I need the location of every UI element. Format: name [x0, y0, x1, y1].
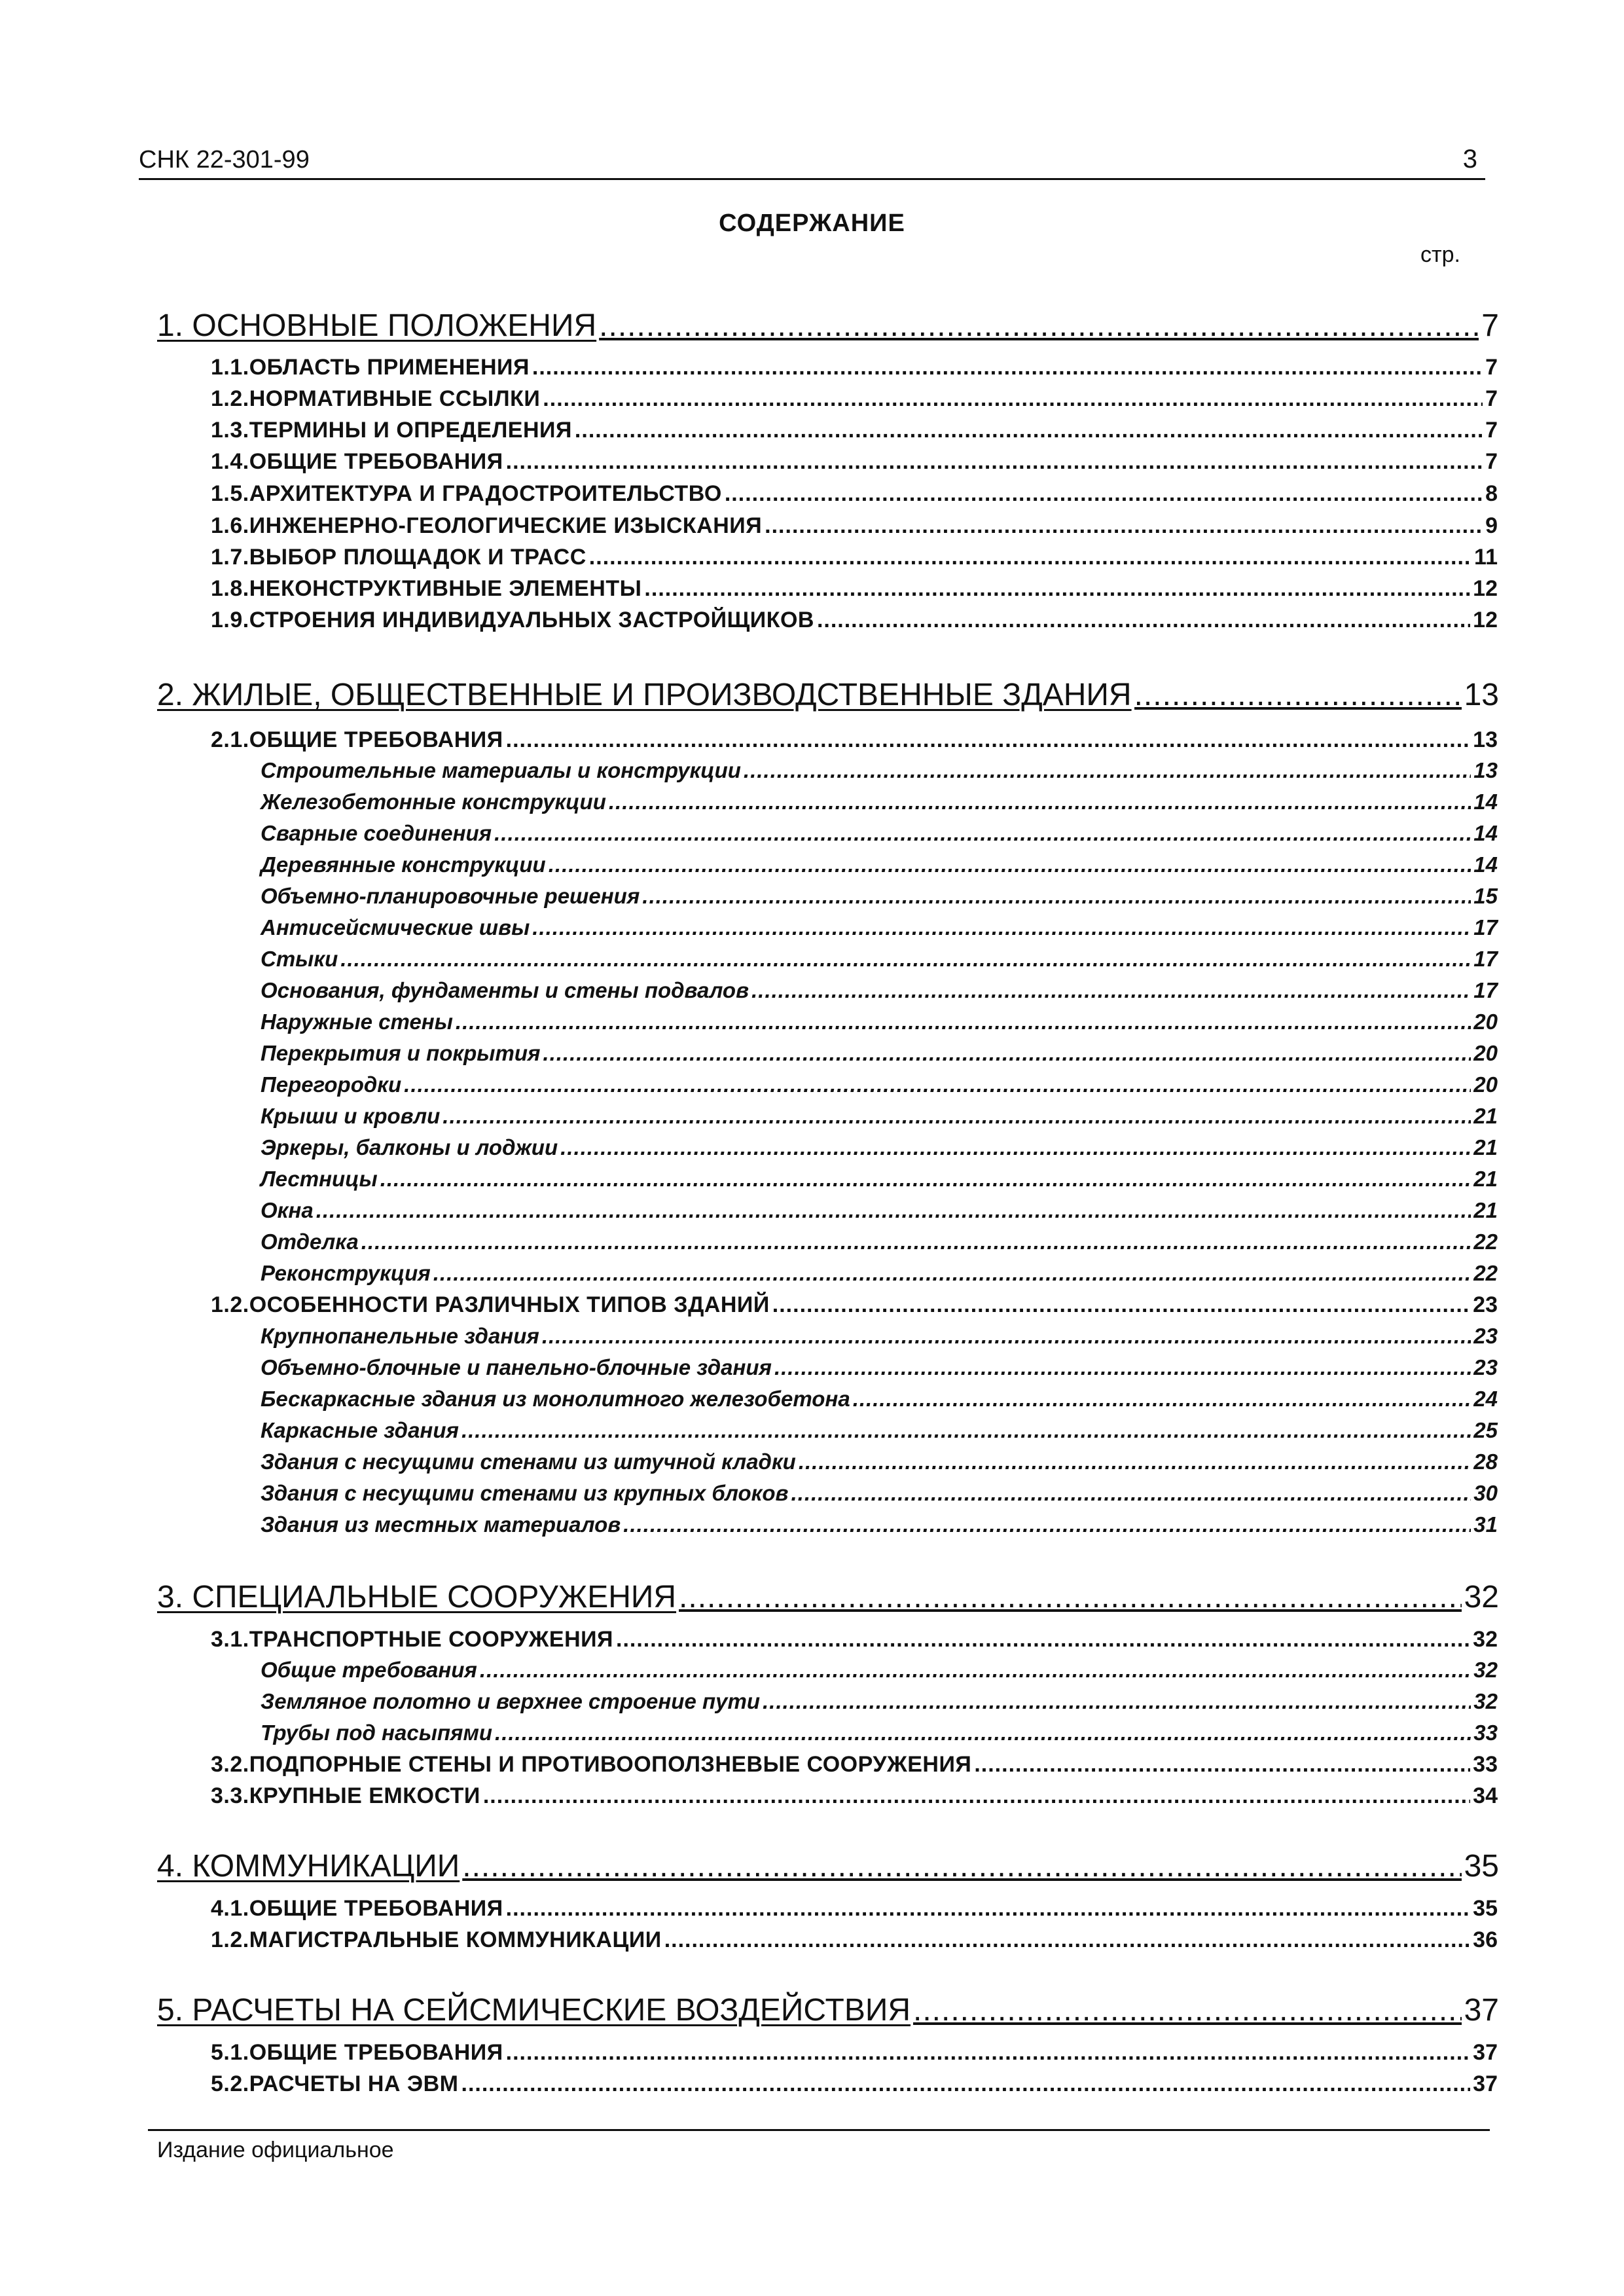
toc-entry-title: Здания из местных материалов: [261, 1512, 621, 1537]
toc-dot-leader: [1134, 677, 1462, 713]
page-title: СОДЕРЖАНИЕ: [719, 210, 905, 237]
toc-dot-leader: [791, 1481, 1471, 1506]
toc-dot-leader: [642, 884, 1471, 909]
toc-entry-page: 31: [1473, 1512, 1498, 1537]
toc-entry-page: 17: [1473, 978, 1498, 1002]
toc-item-entry[interactable]: [261, 978, 1498, 1003]
toc-dot-leader: [532, 355, 1483, 380]
toc-entry-page: 21: [1473, 1167, 1498, 1191]
toc-dot-leader: [442, 1104, 1471, 1129]
toc-item-entry[interactable]: [261, 1104, 1498, 1129]
toc-entry-page: 8: [1485, 481, 1498, 506]
toc-entry-page: 7: [1485, 386, 1498, 411]
toc-item-entry[interactable]: [261, 1689, 1498, 1714]
toc-section-entry[interactable]: [157, 1579, 1499, 1615]
toc-entry-page: 23: [1473, 1355, 1498, 1379]
toc-entry-title: 1.6.ИНЖЕНЕРНО-ГЕОЛОГИЧЕСКИЕ ИЗЫСКАНИЯ: [211, 513, 763, 538]
toc-dot-leader: [461, 2071, 1471, 2097]
toc-entry-title: Наружные стены: [261, 1010, 453, 1034]
toc-subsection-entry[interactable]: [211, 355, 1498, 380]
toc-entry-page: 25: [1473, 1418, 1498, 1442]
toc-item-entry[interactable]: [261, 1198, 1498, 1223]
toc-entry-page: 21: [1473, 1135, 1498, 1159]
toc-entry-title: Общие требования: [261, 1658, 477, 1682]
toc-entry-title: Реконструкция: [261, 1261, 431, 1285]
toc-item-entry[interactable]: [261, 884, 1498, 909]
toc-dot-leader: [543, 1041, 1471, 1066]
toc-entry-page: 7: [1485, 418, 1498, 443]
toc-item-entry[interactable]: [261, 1230, 1498, 1254]
toc-dot-leader: [480, 1658, 1471, 1683]
toc-dot-leader: [664, 1927, 1470, 1953]
toc-entry-title: Земляное полотно и верхнее строение пути: [261, 1689, 760, 1713]
toc-entry-page: 20: [1473, 1010, 1498, 1034]
toc-dot-leader: [494, 821, 1471, 846]
toc-entry-title: Отделка: [261, 1230, 359, 1254]
toc-section-entry[interactable]: [157, 1992, 1499, 2028]
toc-subsection-entry[interactable]: [211, 1927, 1498, 1953]
toc-dot-leader: [560, 1135, 1471, 1160]
toc-entry-page: 12: [1473, 608, 1498, 632]
toc-subsection-entry[interactable]: [211, 608, 1498, 633]
toc-section-entry[interactable]: [157, 677, 1499, 713]
toc-dot-leader: [974, 1752, 1470, 1777]
toc-dot-leader: [774, 1355, 1471, 1380]
toc-entry-title: Объемно-блочные и панельно-блочные здания: [261, 1355, 772, 1379]
toc-item-entry[interactable]: [261, 1449, 1498, 1474]
toc-dot-leader: [483, 1783, 1470, 1809]
toc-entry-title: Железобетонные конструкции: [261, 790, 606, 814]
toc-entry-page: 20: [1473, 1072, 1498, 1097]
toc-dot-leader: [817, 608, 1470, 633]
toc-entry-page: 13: [1464, 678, 1499, 712]
toc-subsection-entry[interactable]: [211, 576, 1498, 602]
toc-subsection-entry[interactable]: [211, 1292, 1498, 1318]
toc-entry-title: 3. СПЕЦИАЛЬНЫЕ СООРУЖЕНИЯ: [157, 1580, 677, 1614]
footer-note: Издание официальное: [157, 2138, 394, 2162]
toc-entry-page: 12: [1473, 576, 1498, 601]
toc-dot-leader: [575, 418, 1483, 443]
toc-entry-page: 37: [1464, 1993, 1499, 2028]
toc-entry-title: Лестницы: [261, 1167, 378, 1191]
toc-entry-page: 33: [1473, 1721, 1498, 1745]
toc-item-entry[interactable]: [261, 821, 1498, 846]
toc-item-entry[interactable]: [261, 1261, 1498, 1286]
toc-entry-page: 23: [1473, 1324, 1498, 1348]
toc-dot-leader: [853, 1387, 1471, 1412]
toc-dot-leader: [679, 1579, 1462, 1615]
toc-dot-leader: [549, 852, 1471, 877]
toc-item-entry[interactable]: [261, 1387, 1498, 1412]
toc-dot-leader: [772, 1292, 1470, 1318]
toc-entry-page: 32: [1473, 1689, 1498, 1713]
toc-entry-page: 37: [1473, 2071, 1498, 2096]
toc-subsection-entry[interactable]: [211, 2040, 1498, 2066]
toc-entry-title: Эркеры, балконы и лоджии: [261, 1135, 558, 1159]
toc-entry-title: Здания с несущими стенами из крупных блоков: [261, 1481, 789, 1505]
toc-entry-page: 21: [1473, 1198, 1498, 1222]
toc-subsection-entry[interactable]: [211, 418, 1498, 443]
toc-entry-title: 1.8.НЕКОНСТРУКТИВНЫЕ ЭЛЕМЕНТЫ: [211, 576, 642, 601]
toc-entry-title: 5.2.РАСЧЕТЫ НА ЭВМ: [211, 2071, 459, 2096]
toc-item-entry[interactable]: [261, 1418, 1498, 1443]
toc-dot-leader: [763, 1689, 1471, 1714]
toc-entry-page: 15: [1473, 884, 1498, 908]
toc-dot-leader: [751, 978, 1471, 1003]
toc-entry-title: 1.1.ОБЛАСТЬ ПРИМЕНЕНИЯ: [211, 355, 530, 380]
toc-section-entry[interactable]: [157, 308, 1499, 344]
toc-entry-title: 1.4.ОБЩИЕ ТРЕБОВАНИЯ: [211, 449, 503, 474]
toc-entry-page: 7: [1485, 449, 1498, 474]
toc-dot-leader: [456, 1010, 1471, 1034]
toc-item-entry[interactable]: [261, 1355, 1498, 1380]
toc-entry-title: 1.7.ВЫБОР ПЛОЩАДОК И ТРАСС: [211, 545, 586, 570]
toc-dot-leader: [542, 1324, 1471, 1349]
toc-subsection-entry[interactable]: [211, 1896, 1498, 1922]
toc-item-entry[interactable]: [261, 1721, 1498, 1745]
toc-entry-title: 1. ОСНОВНЫЕ ПОЛОЖЕНИЯ: [157, 308, 597, 343]
toc-entry-page: 32: [1473, 1658, 1498, 1682]
toc-dot-leader: [506, 2040, 1471, 2066]
toc-item-entry[interactable]: [261, 1072, 1498, 1097]
toc-entry-title: Сварные соединения: [261, 821, 492, 845]
toc-entry-page: 33: [1473, 1752, 1498, 1777]
toc-item-entry[interactable]: [261, 1167, 1498, 1192]
toc-entry-title: Деревянные конструкции: [261, 852, 546, 877]
toc-section-entry[interactable]: [157, 1848, 1499, 1884]
toc-dot-leader: [589, 545, 1471, 570]
toc-entry-title: Бескаркасные здания из монолитного железобетона: [261, 1387, 850, 1411]
toc-entry-page: 9: [1485, 513, 1498, 538]
toc-entry-page: 14: [1473, 852, 1498, 877]
toc-item-entry[interactable]: [261, 1481, 1498, 1506]
toc-dot-leader: [380, 1167, 1471, 1192]
toc-entry-page: 35: [1473, 1896, 1498, 1921]
toc-item-entry[interactable]: [261, 758, 1498, 783]
toc-entry-page: 13: [1473, 758, 1498, 782]
page-header: [139, 139, 1485, 180]
toc-subsection-entry[interactable]: [211, 545, 1498, 570]
toc-subsection-entry[interactable]: [211, 386, 1498, 412]
toc-entry-title: Объемно-планировочные решения: [261, 884, 640, 908]
toc-entry-page: 30: [1473, 1481, 1498, 1505]
footer-divider: [148, 2129, 1490, 2131]
toc-dot-leader: [623, 1512, 1471, 1537]
toc-entry-page: 32: [1473, 1627, 1498, 1652]
toc-item-entry[interactable]: [261, 1010, 1498, 1034]
toc-entry-title: 2.1.ОБЩИЕ ТРЕБОВАНИЯ: [211, 727, 503, 752]
toc-dot-leader: [495, 1721, 1471, 1745]
toc-dot-leader: [340, 947, 1471, 972]
toc-entry-page: 17: [1473, 947, 1498, 971]
toc-dot-leader: [725, 481, 1483, 507]
toc-dot-leader: [913, 1992, 1462, 2028]
toc-item-entry[interactable]: [261, 1658, 1498, 1683]
page-column-label: стр.: [1420, 242, 1460, 267]
toc-entry-page: 21: [1473, 1104, 1498, 1128]
toc-entry-title: 5.1.ОБЩИЕ ТРЕБОВАНИЯ: [211, 2040, 503, 2065]
toc-subsection-entry[interactable]: [211, 1627, 1498, 1652]
toc-entry-title: 1.3.ТЕРМИНЫ И ОПРЕДЕЛЕНИЯ: [211, 418, 572, 443]
toc-entry-page: 35: [1464, 1849, 1499, 1884]
toc-item-entry[interactable]: [261, 790, 1498, 814]
toc-entry-title: Крупнопанельные здания: [261, 1324, 539, 1348]
toc-item-entry[interactable]: [261, 1512, 1498, 1537]
toc-item-entry[interactable]: [261, 1041, 1498, 1066]
toc-subsection-entry[interactable]: [211, 1752, 1498, 1777]
toc-dot-leader: [506, 1896, 1471, 1922]
toc-entry-title: Основания, фундаменты и стены подвалов: [261, 978, 749, 1002]
toc-entry-title: Перегородки: [261, 1072, 402, 1097]
document-code: СНК 22-301-99: [139, 146, 310, 173]
toc-entry-title: 1.2.МАГИСТРАЛЬНЫЕ КОММУНИКАЦИИ: [211, 1927, 662, 1952]
toc-entry-page: 22: [1473, 1230, 1498, 1254]
toc-entry-title: Здания с несущими стенами из штучной кладки: [261, 1449, 796, 1474]
toc-subsection-entry[interactable]: [211, 1783, 1498, 1809]
toc-subsection-entry[interactable]: [211, 513, 1498, 539]
toc-entry-title: Строительные материалы и конструкции: [261, 758, 741, 782]
toc-entry-title: 1.5.АРХИТЕКТУРА И ГРАДОСТРОИТЕЛЬСТВО: [211, 481, 722, 506]
page-number: 3: [1462, 145, 1477, 173]
toc-entry-title: 1.2.НОРМАТИВНЫЕ ССЫЛКИ: [211, 386, 541, 411]
toc-entry-page: 22: [1473, 1261, 1498, 1285]
toc-dot-leader: [506, 449, 1483, 475]
toc-entry-title: 2. ЖИЛЫЕ, ОБЩЕСТВЕННЫЕ И ПРОИЗВОДСТВЕННЫЕ ЗДАНИЯ: [157, 678, 1132, 712]
toc-entry-page: 23: [1473, 1292, 1498, 1317]
toc-entry-title: Трубы под насыпями: [261, 1721, 493, 1745]
toc-item-entry[interactable]: [261, 1324, 1498, 1349]
toc-entry-page: 24: [1473, 1387, 1498, 1411]
toc-entry-title: 5. РАСЧЕТЫ НА СЕЙСМИЧЕСКИЕ ВОЗДЕЙСТВИЯ: [157, 1993, 911, 2028]
toc-entry-page: 20: [1473, 1041, 1498, 1065]
toc-item-entry[interactable]: [261, 947, 1498, 972]
toc-entry-page: 28: [1473, 1449, 1498, 1474]
toc-entry-title: Перекрытия и покрытия: [261, 1041, 541, 1065]
toc-entry-page: 13: [1473, 727, 1498, 752]
toc-subsection-entry[interactable]: [211, 2071, 1498, 2097]
toc-dot-leader: [616, 1627, 1470, 1652]
toc-dot-leader: [765, 513, 1483, 539]
toc-dot-leader: [316, 1198, 1471, 1223]
toc-entry-title: Стыки: [261, 947, 338, 971]
toc-entry-page: 7: [1481, 308, 1499, 343]
toc-dot-leader: [461, 1418, 1471, 1443]
toc-entry-page: 7: [1485, 355, 1498, 380]
toc-entry-page: 11: [1474, 545, 1498, 570]
toc-entry-page: 17: [1473, 915, 1498, 939]
toc-entry-title: 3.2.ПОДПОРНЫЕ СТЕНЫ И ПРОТИВООПОЛЗНЕВЫЕ СООРУЖЕНИЯ: [211, 1752, 972, 1777]
toc-subsection-entry[interactable]: [211, 727, 1498, 753]
toc-entry-title: 1.9.СТРОЕНИЯ ИНДИВИДУАЛЬНЫХ ЗАСТРОЙЩИКОВ: [211, 608, 814, 632]
toc-entry-title: Окна: [261, 1198, 314, 1222]
toc-entry-title: 4. КОММУНИКАЦИИ: [157, 1849, 460, 1884]
toc-entry-title: 3.1.ТРАНСПОРТНЫЕ СООРУЖЕНИЯ: [211, 1627, 613, 1652]
toc-dot-leader: [644, 576, 1470, 602]
toc-entry-page: 37: [1473, 2040, 1498, 2065]
toc-dot-leader: [506, 727, 1471, 753]
toc-item-entry[interactable]: [261, 852, 1498, 877]
toc-entry-page: 36: [1473, 1927, 1498, 1952]
toc-dot-leader: [404, 1072, 1471, 1097]
toc-entry-page: 32: [1464, 1580, 1499, 1614]
toc-entry-page: 14: [1473, 821, 1498, 845]
toc-dot-leader: [609, 790, 1471, 814]
toc-dot-leader: [433, 1261, 1471, 1286]
toc-dot-leader: [799, 1449, 1471, 1474]
toc-item-entry[interactable]: [261, 915, 1498, 940]
toc-dot-leader: [599, 308, 1479, 344]
toc-entry-title: 4.1.ОБЩИЕ ТРЕБОВАНИЯ: [211, 1896, 503, 1921]
toc-dot-leader: [744, 758, 1471, 783]
toc-entry-page: 14: [1473, 790, 1498, 814]
toc-dot-leader: [543, 386, 1483, 412]
toc-entry-page: 34: [1473, 1783, 1498, 1808]
toc-entry-title: 3.3.КРУПНЫЕ ЕМКОСТИ: [211, 1783, 480, 1808]
toc-entry-title: Каркасные здания: [261, 1418, 459, 1442]
toc-subsection-entry[interactable]: [211, 449, 1498, 475]
toc-entry-title: Крыши и кровли: [261, 1104, 441, 1128]
toc-dot-leader: [462, 1848, 1461, 1884]
toc-subsection-entry[interactable]: [211, 481, 1498, 507]
toc-item-entry[interactable]: [261, 1135, 1498, 1160]
toc-dot-leader: [361, 1230, 1471, 1254]
toc-entry-title: 1.2.ОСОБЕННОСТИ РАЗЛИЧНЫХ ТИПОВ ЗДАНИЙ: [211, 1292, 770, 1317]
toc-entry-title: Антисейсмические швы: [261, 915, 530, 939]
toc-dot-leader: [532, 915, 1471, 940]
